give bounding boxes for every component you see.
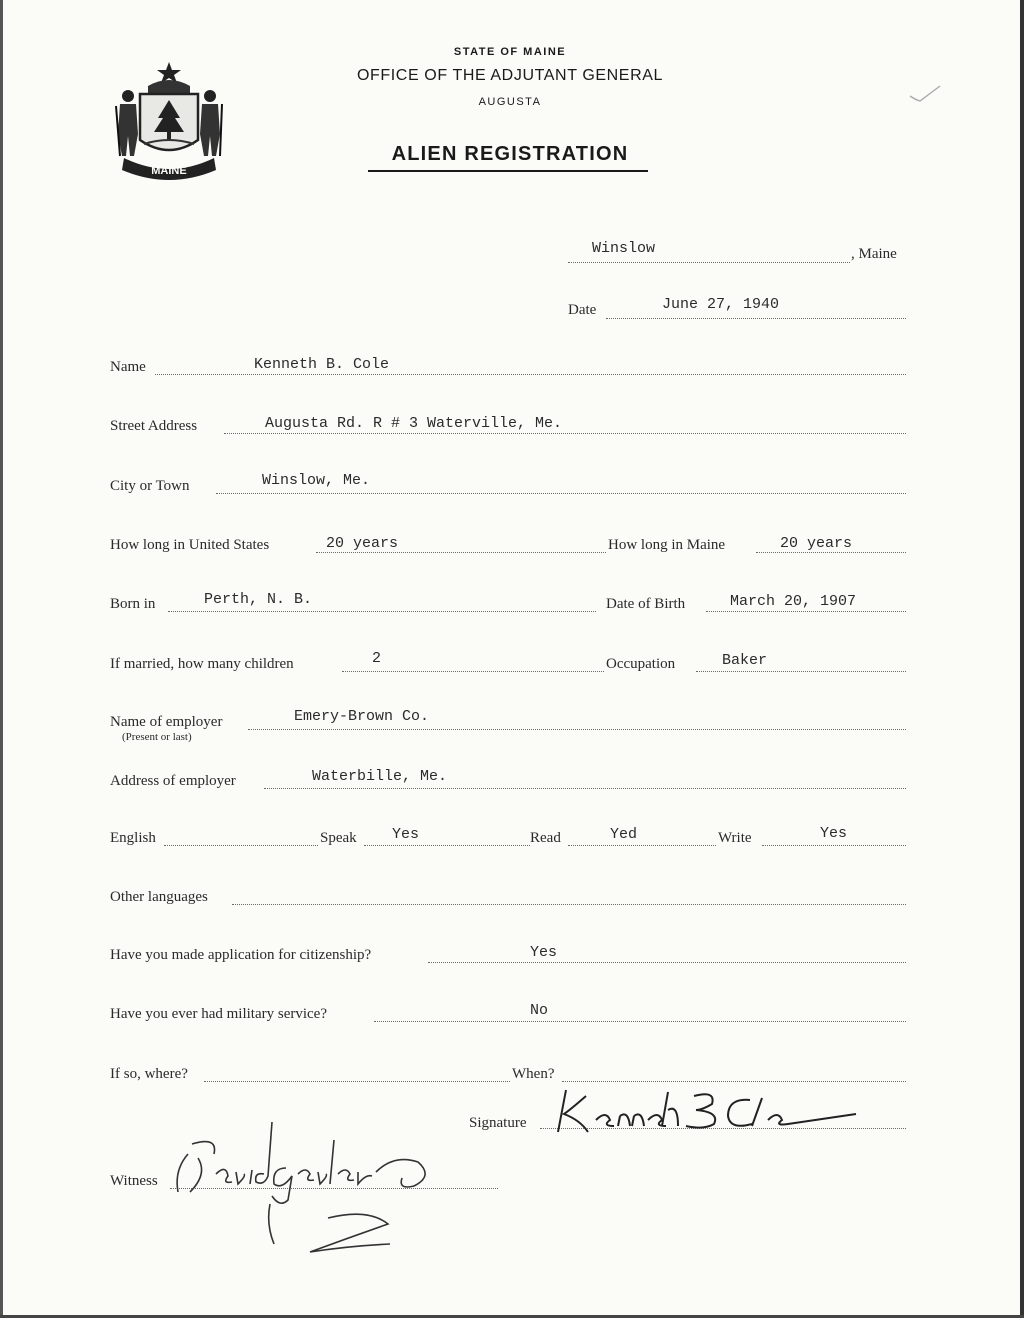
witness-label: Witness xyxy=(110,1173,158,1189)
seal-banner-text: MAINE xyxy=(151,165,187,177)
date-of-birth-value[interactable]: March 20, 1907 xyxy=(730,593,857,610)
years-maine-value[interactable]: 20 years xyxy=(780,535,853,552)
name-value[interactable]: Kenneth B. Cole xyxy=(254,356,390,373)
citizenship-value[interactable]: Yes xyxy=(530,944,558,961)
date-of-birth-label: Date of Birth xyxy=(606,596,686,612)
employer-label: Name of employer xyxy=(110,714,223,730)
employer-address-value[interactable]: Waterbille, Me. xyxy=(312,768,448,785)
speak-label: Speak xyxy=(320,830,357,846)
read-value[interactable]: Yed xyxy=(610,826,638,843)
children-label: If married, how many children xyxy=(110,656,294,672)
title-underline xyxy=(368,170,648,172)
military-value[interactable]: No xyxy=(530,1002,549,1019)
years-us-value[interactable]: 20 years xyxy=(326,535,399,552)
english-label: English xyxy=(110,830,156,846)
maine-label: , Maine xyxy=(851,246,897,262)
check-mark-icon xyxy=(908,82,942,104)
occupation-value[interactable]: Baker xyxy=(722,652,768,669)
employer-sublabel: (Present or last) xyxy=(122,731,192,743)
town-value[interactable]: Winslow xyxy=(592,240,656,257)
citizenship-label: Have you made application for citizenship? xyxy=(110,947,372,963)
signature-label: Signature xyxy=(469,1115,527,1131)
write-value[interactable]: Yes xyxy=(820,825,848,842)
read-label: Read xyxy=(530,830,561,846)
other-languages-label: Other languages xyxy=(110,889,208,905)
children-value[interactable]: 2 xyxy=(372,650,382,667)
maine-state-seal xyxy=(110,56,228,184)
name-label: Name xyxy=(110,359,146,375)
born-in-value[interactable]: Perth, N. B. xyxy=(204,591,313,608)
years-us-label: How long in United States xyxy=(110,537,270,553)
military-label: Have you ever had military service? xyxy=(110,1006,327,1022)
scan-border-left xyxy=(0,0,3,1318)
born-in-label: Born in xyxy=(110,596,156,612)
applicant-signature xyxy=(536,1080,876,1140)
occupation-label: Occupation xyxy=(606,656,676,672)
scan-border-right xyxy=(1020,0,1024,1318)
street-address-value[interactable]: Augusta Rd. R # 3 Waterville, Me. xyxy=(265,415,563,432)
street-address-label: Street Address xyxy=(110,418,198,434)
speak-value[interactable]: Yes xyxy=(392,826,420,843)
date-value[interactable]: June 27, 1940 xyxy=(662,296,780,313)
date-label: Date xyxy=(568,302,597,318)
write-label: Write xyxy=(718,830,752,846)
office-heading: OFFICE OF THE ADJUTANT GENERAL xyxy=(356,67,664,84)
form-title: ALIEN REGISTRATION xyxy=(391,143,629,165)
city-label: City or Town xyxy=(110,478,190,494)
employer-value[interactable]: Emery-Brown Co. xyxy=(294,708,430,725)
city-heading: AUGUSTA xyxy=(478,96,542,108)
city-value[interactable]: Winslow, Me. xyxy=(262,472,371,489)
employer-address-label: Address of employer xyxy=(110,773,236,789)
where-label: If so, where? xyxy=(110,1066,188,1082)
when-label: When? xyxy=(512,1066,555,1082)
years-maine-label: How long in Maine xyxy=(608,537,726,553)
state-heading: STATE OF MAINE xyxy=(453,46,567,58)
witness-signature xyxy=(168,1114,468,1274)
